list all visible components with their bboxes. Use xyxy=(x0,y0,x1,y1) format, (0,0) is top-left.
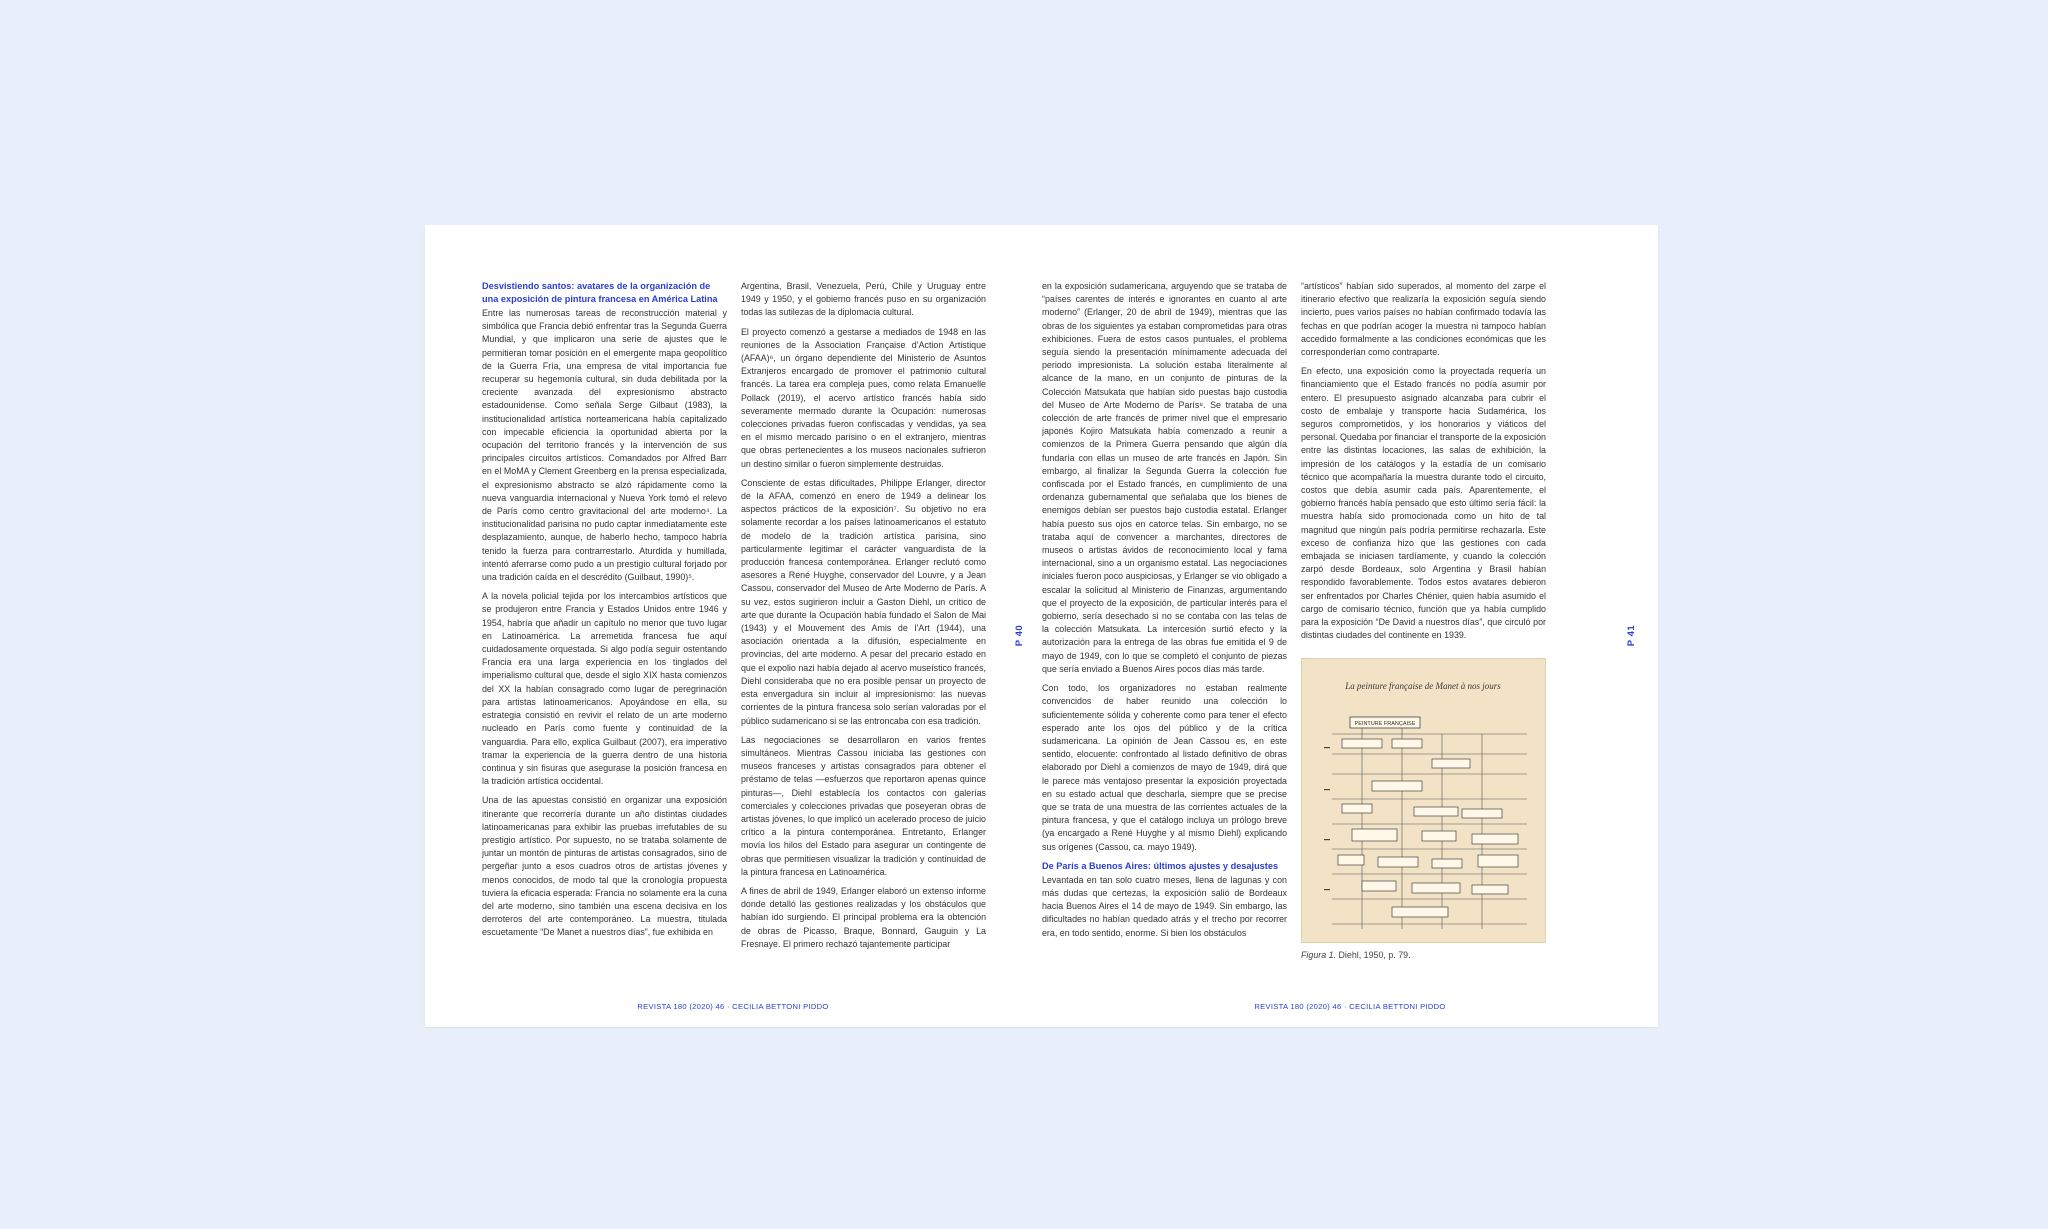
paragraph: “artísticos” habían sido superados, al momento del zarpe el itinerario efectivo que realizaría la exposición seguía siendo incierto, pues varios países no habían confirmado todavía las fechas en que podrían acoger la muestra ni tampoco habían accedido formalmente a las condiciones económicas que les corresponderían como contraparte. xyxy=(1301,281,1546,358)
left-page xyxy=(425,225,1041,1027)
figure-header-label: PEINTURE FRANÇAISE xyxy=(1354,721,1416,727)
paragraph: Consciente de estas dificultades, Philippe Erlanger, director de la AFAA, comenzó en enero de 1949 a delinear los aspectos prácticos de la exposición⁷. Su objetivo no era solamente recordar a los países latinoamericanos el estatuto de modelo de la tradición artística parisina, sino particularmente legitimar el carácter vanguardista de la producción francesa contemporánea. Erlanger reclutó como asesores a René Huyghe, conservador del Louvre, y a Jean Cassou, conservador del Museo de Arte Moderno de París. A su vez, estos sugirieron incluir a Gaston Diehl, un crítico de arte que durante la Ocupación había fundado el Salon de Mai (1943) y el Mouvement des Amis de l’Art (1944), una asociación orientada a la difusión, especialmente en provincias, del arte moderno. A pesar del precario estado en que el expolio nazi había dejado al acervo museístico francés, Diehl consideraba que no era posible pensar un proyecto de esta envergadura sin incluir al impresionismo: las nuevas corrientes de la pintura francesa solo serían valoradas por el público sudamericano si se las entroncaba con esa tradición. xyxy=(741,477,986,726)
paragraph: En efecto, una exposición como la proyectada requería un financiamiento que el Estado francés no podía asumir por entero. El presupuesto asignado alcanzaba para cubrir el costo de embalaje y transporte hacia Sudamérica, los seguros comprometidos, y los honorarios y viáticos del personal. Quedaba por financiar el transporte de la exposición entre las distintas locaciones, las salas de exhibición, la impresión de los catálogos y la estadía de un comisario técnico que acompañaría la muestra durante todo el circuito, costos que debía asumir cada país. Aparentemente, el gobierno francés había pensado que esto último sería fácil: la muestra había sido promocionada como un hito de tal magnitud que ningún país podría permitirse rechazarla. Este exceso de confianza hizo que las gestiones con cada embajada se iniciasen tardíamente, y cuando la colección zarpó desde Bordeaux, solo Argentina y Brasil habían respondido favorablemente. Todos estos avatares debieron ser enfrentados por Charles Chénier, quien había asumido el cargo de comisario técnico, función que ya había cumplido para la exposición “De David a nuestros días”, que circuló por distintas ciudades del continente en 1939. xyxy=(1301,366,1546,641)
figure-diagram-graphic xyxy=(1302,659,1545,942)
paragraph: Una de las apuestas consistió en organizar una exposición itinerante que recorrería durante un año distintas ciudades latinoamericanas para exhibir las pruebas irrefutables de su prestigio artístico. Por supuesto, no se trataba solamente de juntar un montón de pinturas de artistas consagrados, sino de pergeñar junto a esos cuadros otros de artistas jóvenes y menos conocidos, de modo tal que la cronología propuesta tuviera la eficacia esperada: Francia no solamente era la cuna del arte moderno, sino también una escena decisiva en los derroteros del arte contemporáneo. La muestra, titulada escuetamente “De Manet a nuestros días”, fue exhibida en xyxy=(482,795,727,938)
paragraph: en la exposición sudamericana, arguyendo que se trataba de “países carentes de interés e ignorantes en cuanto al arte moderno” (Erlanger, 20 de abril de 1949), mientras que las obras de los siguientes ya estaban comprometidas para otras exhibiciones. Fuera de estos casos puntuales, el problema seguía siendo la presentación mínimamente adecuada del periodo impresionista. La solución estaba literalmente al alcance de la mano, en un conjunto de pinturas de la Colección Matsukata que habían sido puestas bajo custodia del Museo de Arte Moderno de París⁸. Se trataba de una colección de arte francés de primer nivel que el empresario japonés Kojiro Matsukata había comenzado a reunir a comienzos de la Primera Guerra pensando que algún día fundaría con ellas un museo de arte francés en Japón. Sin embargo, al finalizar la Segunda Guerra la colección fue confiscada por el Estado francés, en cumplimiento de una ordenanza gubernamental que señalaba que los bienes de enemigos debían ser puestos bajo custodia estatal. Erlanger había puesto sus ojos en catorce telas. Sin embargo, no se trataba aquí de convencer a marchantes, directores de museos o artistas ávidos de reconocimiento local y fama internacional, sino a un organismo estatal. Las negociaciones iniciales fueron poco auspiciosas, y Erlanger se vio obligado a escalar la solicitud al Ministerio de Finanzas, argumentando que el proyecto de la exposición, de particular interés para el gobierno, sería desechado si no se contaba con las telas de la colección Matsukata. La intercesión surtió efecto y la autorización para la entrega de las obras fue emitida el 9 de mayo de 1949, con lo que se completó el conjunto de piezas que sería enviado a Buenos Aires pocos días más tarde. xyxy=(1042,281,1287,674)
paragraph: Argentina, Brasil, Venezuela, Perú, Chile y Uruguay entre 1949 y 1950, y el gobierno francés puso en su organización todas las sutilezas de la diplomacia cultural. xyxy=(741,281,986,318)
footer-left: REVISTA 180 (2020) 46 · CECILIA BETTONI PIDDO xyxy=(637,1002,829,1011)
magazine-spread xyxy=(425,225,1658,1027)
paragraph: Las negociaciones se desarrollaron en varios frentes simultáneos. Mientras Cassou iniciaba las gestiones con museos franceses y artistas consagrados para obtener el préstamo de telas —esfuerzos que reportaron apenas quince pinturas—, Diehl establecía los contactos con galerías comerciales y colecciones privadas que poseyeran obras de artistas jóvenes, lo que implicó un acelerado proceso de juicio crítico a la pintura contemporánea. Entretanto, Erlanger movía los hilos del Estado para asegurar un contingente de obras que permitiesen visualizar la tradición y continuidad de la pintura francesa en Latinoamérica. xyxy=(741,734,986,877)
page-number-right: P 41 xyxy=(1626,624,1638,646)
left-column-2 xyxy=(741,280,986,970)
paragraph: Entre las numerosas tareas de reconstrucción material y simbólica que Francia debió enfrentar tras la Segunda Guerra Mundial, y que implicaron una serie de ajustes que le permitieran tomar posición en el emergente mapa geopolítico de la Guerra Fría, una empresa de vital importancia fue recuperar su hegemonía cultural, sin duda debilitada por la creciente avanzada del expresionismo abstracto estadounidense. Como señala Serge Gilbaut (1983), la institucionalidad artística norteamericana había capitalizado con impecable eficiencia la oportunidad abierta por la ocupación del territorio francés y la intervención de sus principales circuitos artísticos. Comandados por Alfred Barr en el MoMA y Clement Greenberg en la prensa especializada, el expresionismo abstracto se alzó rápidamente como la nueva vanguardia internacional y Nueva York tomó el relevo de París como centro gravitacional del arte moderno⁴. La institucionalidad parisina no pudo captar inmediatamente este desplazamiento, aunque, de haberlo hecho, tampoco habría tenido la fuerza para contrarrestarlo. Aturdida y humillada, intentó aferrarse como pudo a un prestigio cultural forjado por una tradición caída en el descrédito (Guilbaut, 1990)⁵. xyxy=(482,308,727,583)
section-heading: Desvistiendo santos: avatares de la organización de una exposición de pintura francesa en América Latina xyxy=(482,281,718,304)
right-page xyxy=(1042,225,1658,1027)
figure-caption-text: Diehl, 1950, p. 79. xyxy=(1336,950,1411,960)
paragraph: A la novela policial tejida por los intercambios artísticos que se produjeron entre Francia y Estados Unidos entre 1946 y 1954, habría que añadir un capítulo no menor que tuvo lugar en Latinoamérica. La arremetida francesa fue aquí cuidadosamente orquestada. Si algo podía seguir ostentando Francia era una larga experiencia en los tinglados del imperialismo cultural que, desde el siglo XIX hasta comienzos del XX la habían consagrado como lugar de peregrinación para artistas latinoamericanos. Apoyándose en ella, su estrategia consistió en revivir el relato de un arte moderno nucleado en París como fuente y continuidad de la vanguardia. Para ello, explica Guilbaut (2007), era imperativo tramar la experiencia de la guerra dentro de una historia continua y sin fisuras que asegurase la posición francesa en la tradición artística occidental. xyxy=(482,591,727,787)
section-heading-2: De París a Buenos Aires: últimos ajustes y desajustes xyxy=(1042,860,1279,871)
footer-right: REVISTA 180 (2020) 46 · CECILIA BETTONI PIDDO xyxy=(1254,1002,1446,1011)
right-column-2 xyxy=(1301,280,1546,650)
figure-caption xyxy=(1301,950,1411,960)
figure-image xyxy=(1301,658,1546,943)
figure-caption-label: Figura 1. xyxy=(1301,950,1337,960)
right-column-1 xyxy=(1042,280,1287,970)
paragraph: El proyecto comenzó a gestarse a mediados de 1948 en las reuniones de la Association Française d’Action Artistique (AFAA)⁶, un órgano dependiente del Ministerio de Asuntos Extranjeros encargado de promover el patrimonio cultural francés. La tarea era compleja pues, como relata Emanuelle Pollack (2019), el acervo artístico francés había sido severamente mermado durante la Ocupación: numerosas colecciones privadas fueron confiscadas y vendidas, ya sea en el mismo mercado parisino o en el extranjero, mientras que obras pertenecientes a los museos nacionales sufrieron un destino similar o fueron simplemente destruidas. xyxy=(741,326,986,469)
paragraph: Con todo, los organizadores no estaban realmente convencidos de haber reunido una colección lo suficientemente sólida y coherente como para tener el efecto esperado ante los ojos del público y de la crítica sudamericana. La opinión de Jean Cassou es, en este sentido, elocuente: confrontado al listado definitivo de obras elaborado por Diehl a comienzos de mayo de 1949, dirá que le parece más ventajoso presentar la exposición proyectada en su estado actual que descharla, siempre que se precise que se trata de una muestra de las corrientes actuales de la pintura francesa, y que el catálogo incluya un prólogo breve (ya encargado a René Huyghe y al mismo Diehl) explicando sus orígenes (Cassou, ca. mayo 1949). xyxy=(1042,683,1287,852)
paragraph: Levantada en tan solo cuatro meses, llena de lagunas y con más dudas que certezas, la exposición salió de Bordeaux hacia Buenos Aires el 14 de mayo de 1949. Sin embargo, las dificultades no habían quedado atrás y el trecho por recorrer era, en todo sentido, enorme. Si bien los obstáculos xyxy=(1042,874,1287,938)
figure-title: La peinture française de Manet à nos jours xyxy=(1345,681,1501,691)
left-column-1 xyxy=(482,280,727,970)
page-number-left: P 40 xyxy=(1014,624,1026,646)
paragraph: A fines de abril de 1949, Erlanger elaboró un extenso informe donde detalló las gestiones realizadas y los obstáculos que habían ido surgiendo. El principal problema era la obtención de obras de Picasso, Braque, Bonnard, Gauguin y La Fresnaye. El primero rechazó tajantemente participar xyxy=(741,885,986,949)
